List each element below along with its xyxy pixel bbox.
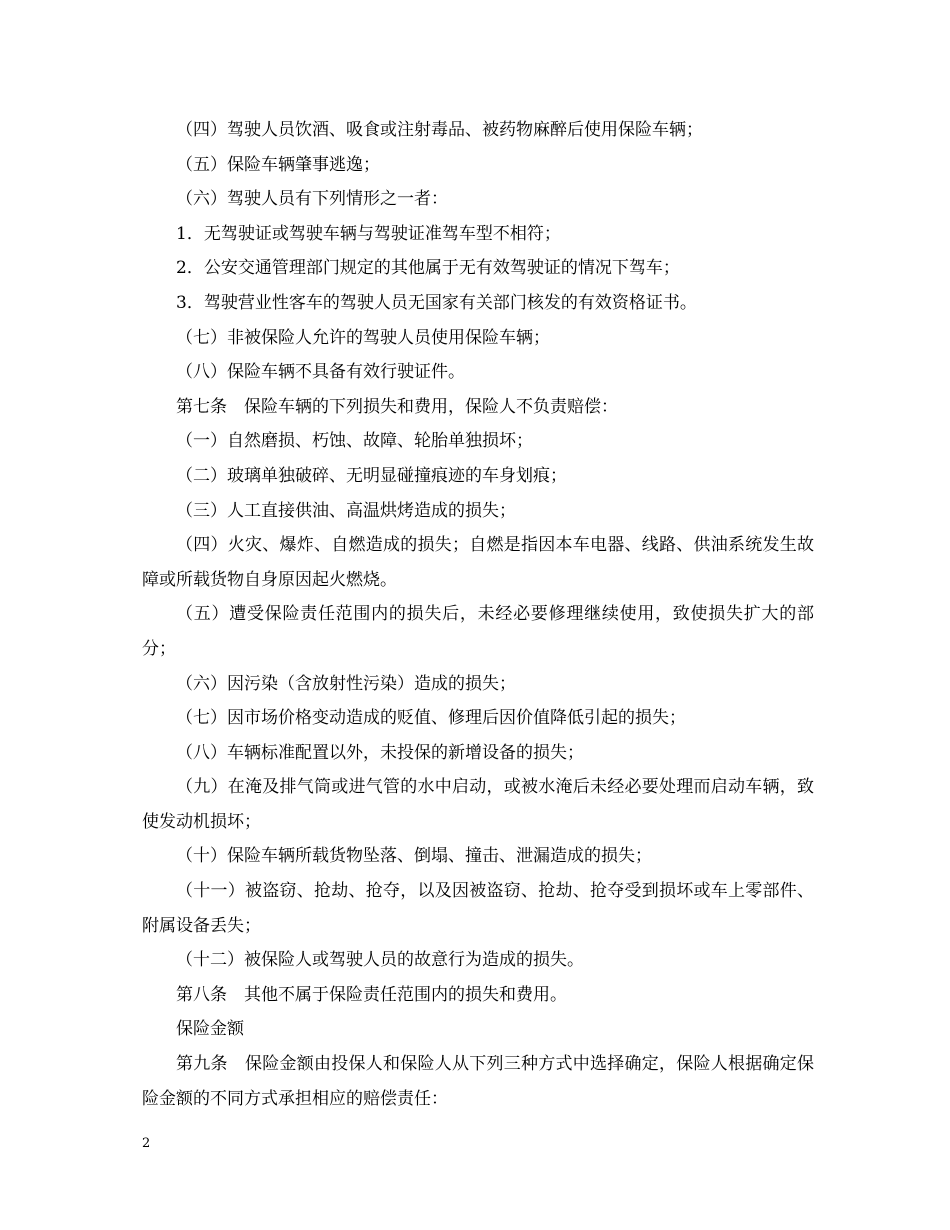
section-heading-insured-amount: 保险金额 — [176, 1019, 244, 1040]
paragraph-article7-item-12: （十二）被保险人或驾驶人员的故意行为造成的损失。 — [176, 950, 584, 971]
paragraph-item-6-driver-situations: （六）驾驶人员有下列情形之一者： — [176, 189, 448, 210]
paragraph-article7-item-10: （十）保险车辆所载货物坠落、倒塌、撞击、泄漏造成的损失； — [176, 846, 652, 867]
paragraph-article7-item-6: （六）因污染（含放射性污染）造成的损失； — [176, 673, 516, 694]
article-8-paragraph: 第八条 其他不属于保险责任范围内的损失和费用。 — [176, 984, 567, 1005]
paragraph-subitem-3: 3．驾驶营业性客车的驾驶人员无国家有关部门核发的有效资格证书。 — [176, 292, 697, 313]
paragraph-article7-item-5: （五）遭受保险责任范围内的损失后，未经必要修理继续使用，致使损失扩大的部分； — [142, 604, 814, 659]
paragraph-article7-item-1: （一）自然磨损、朽蚀、故障、轮胎单独损坏； — [176, 431, 533, 452]
paragraph-article7-item-7: （七）因市场价格变动造成的贬值、修理后因价值降低引起的损失； — [176, 708, 686, 729]
paragraph-article7-item-11: （十一）被盗窃、抢劫、抢夺，以及因被盗窃、抢劫、抢夺受到损坏或车上零部件、附属设备丢失； — [142, 881, 814, 936]
paragraph-article7-item-4: （四）火灾、爆炸、自燃造成的损失；自燃是指因本车电器、线路、供油系统发生故障或所载货物自身原因起火燃烧。 — [142, 535, 814, 590]
paragraph-article7-item-3: （三）人工直接供油、高温烘烤造成的损失； — [176, 500, 516, 521]
paragraph-article7-item-8: （八）车辆标准配置以外，未投保的新增设备的损失； — [176, 742, 584, 763]
paragraph-article7-item-9: （九）在淹及排气筒或进气管的水中启动，或被水淹后未经必要处理而启动车辆，致使发动机损坏； — [142, 777, 814, 832]
article-9-paragraph: 第九条 保险金额由投保人和保险人从下列三种方式中选择确定，保险人根据确定保险金额的不同方式承担相应的赔偿责任： — [142, 1054, 814, 1109]
paragraph-item-7-unauthorized-driver: （七）非被保险人允许的驾驶人员使用保险车辆； — [176, 327, 550, 348]
paragraph-article7-item-2: （二）玻璃单独破碎、无明显碰撞痕迹的车身划痕； — [176, 465, 567, 486]
paragraph-subitem-2: 2．公安交通管理部门规定的其他属于无有效驾驶证的情况下驾车； — [176, 258, 680, 279]
paragraph-item-8-no-license: （八）保险车辆不具备有效行驶证件。 — [176, 362, 465, 383]
paragraph-item-5-hit-and-run: （五）保险车辆肇事逃逸； — [176, 154, 380, 175]
document-body — [142, 113, 814, 1116]
article-7-heading: 第七条 保险车辆的下列损失和费用，保险人不负责赔偿： — [176, 396, 618, 417]
paragraph-subitem-1: 1．无驾驶证或驾驶车辆与驾驶证准驾车型不相符； — [176, 223, 561, 244]
page-number: 2 — [142, 1136, 151, 1151]
paragraph-item-4-drunk-driving: （四）驾驶人员饮酒、吸食或注射毒品、被药物麻醉后使用保险车辆； — [176, 120, 703, 140]
